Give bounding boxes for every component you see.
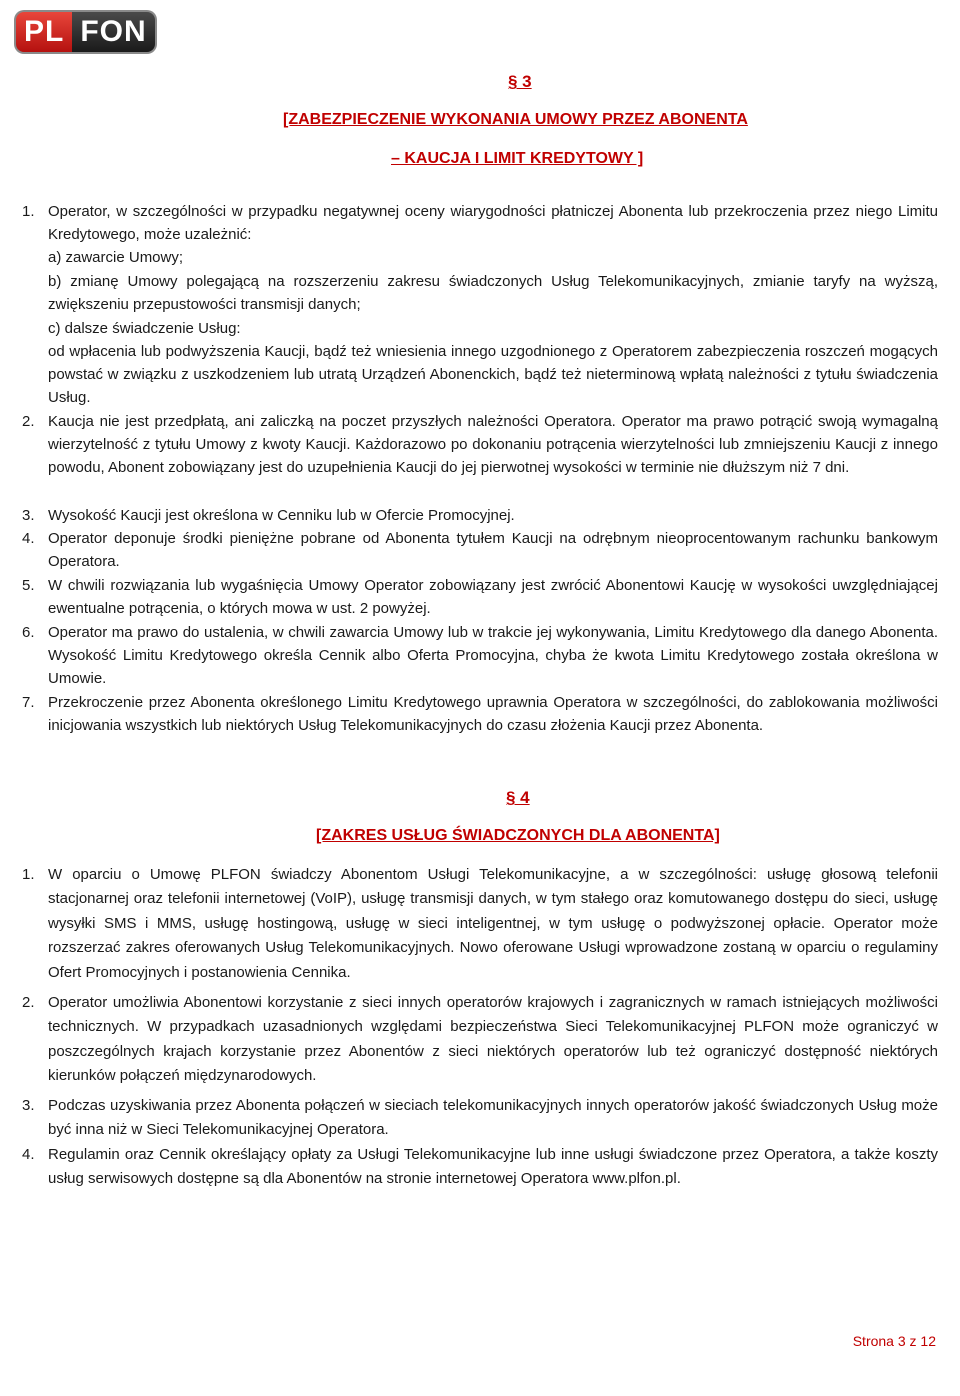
plfon-logo — [14, 10, 157, 54]
item-number: 1. — [22, 203, 35, 220]
item-text: W chwili rozwiązania lub wygaśnięcia Umowy Operator zobowiązany jest zwrócić Abonentowi Kaucję w wysokości uwzględniającej ewentualne potrącenia, o których mowa w ust. 2 powyżej. — [48, 577, 938, 618]
logo-pl: PL — [14, 10, 72, 54]
item-number: 6. — [22, 624, 35, 641]
item-subpoint-c: c) dalsze świadczenie Usług: — [48, 320, 241, 337]
item-subpoint-a: a) zawarcie Umowy; — [48, 249, 184, 266]
section-3-title-line2: – KAUCJA I LIMIT KREDYTOWY ] — [391, 150, 644, 167]
section-3-number: § 3 — [508, 72, 532, 91]
item-number: 3. — [22, 507, 35, 524]
item-text: W oparciu o Umowę PLFON świadczy Abonentom Usługi Telekomunikacyjne, a w szczególności: usługę głosową telefonii stacjonarnej oraz telefonii internetowej (VoIP), usługę transmisji danych, w tym stałego oraz komutowanego dostępu do sieci, usługę wysyłki SMS i MMS, usługę hostingową, usługę w sieci inteligentnej, w tym usługę o podwyższonej opłacie. Operator może rozszerzać zakres oferowanych Usług Telekomunikacyjnych. Nowo oferowane Usługi wprowadzone zostaną w oparciu o regulaminy Ofert Promocyjnych i postanowienia Cennika. — [48, 866, 938, 981]
section-4-title: [ZAKRES USŁUG ŚWIADCZONYCH DLA ABONENTA] — [316, 827, 720, 844]
item-number: 3. — [22, 1097, 35, 1114]
item-text: Operator, w szczególności w przypadku negatywnej oceny wiarygodności płatniczej Abonenta lub przekroczenia przez niego Limitu Kredytowego, może uzależnić: — [48, 203, 938, 244]
item-text: Operator ma prawo do ustalenia, w chwili zawarcia Umowy lub w trakcie jej wykonywania, Limitu Kredytowego dla danego Abonenta. Wysokość Limitu Kredytowego określa Cennik albo Oferta Promocyjna, chyba że kwota Limitu Kredytowego została określona w Umowie. — [48, 624, 938, 688]
section-3-title-line1: [ZABEZPIECZENIE WYKONANIA UMOWY PRZEZ ABONENTA — [283, 111, 748, 128]
item-text: Kaucja nie jest przedpłatą, ani zaliczką na poczet przyszłych należności Operatora. Operator ma prawo potrącić swoją wymagalną wierzytelność z tytułu Umowy z kwoty Kaucji. Każdorazowo po dokonaniu potrącenia wierzytelności lub zmniejszeniu Kaucji z innego powodu, Abonent zobowiązany jest do uzupełnienia Kaucji do jej pierwotnej wysokości w terminie nie dłuższym niż 7 dni. — [48, 413, 938, 477]
page-number: Strona 3 z 12 — [852, 1333, 936, 1349]
item-text: Regulamin oraz Cennik określający opłaty za Usługi Telekomunikacyjne lub inne usługi świadczone przez Operatora, a także koszty usług serwisowych dostępne są dla Abonentów na stronie internetowej Operatora www.plfon.pl. — [48, 1146, 938, 1188]
item-text: Operator umożliwia Abonentowi korzystanie z sieci innych operatorów krajowych i zagranicznych w ramach istniejących możliwości technicznych. W przypadkach uzasadnionych względami bezpieczeństwa Sieci Telekomunikacyjnej PLFON może ograniczyć w poszczególnych krajach korzystanie przez Abonentów z sieci niektórych operatorów lub też ograniczyć dostępność niektórych kierunków połączeń międzynarodowych. — [48, 994, 938, 1085]
item-number: 4. — [22, 1146, 35, 1163]
logo-fon: FON — [72, 10, 156, 54]
item-number: 5. — [22, 577, 35, 594]
item-text: Przekroczenie przez Abonenta określonego Limitu Kredytowego uprawnia Operatora w szczególności, do zablokowania możliwości inicjowania wszystkich lub niektórych Usług Telekomunikacyjnych do czasu złożenia Kaucji przez Abonenta. — [48, 694, 938, 735]
item-tail-text: od wpłacenia lub podwyższenia Kaucji, bądź też wniesienia innego uzgodnionego z Operatorem zabezpieczenia roszczeń mogących powstać w związku z uszkodzeniem lub utratą Urządzeń Abonenckich, bądź też nieterminową wpłatą należności z tytułu świadczenia Usług. — [48, 343, 938, 407]
item-text: Podczas uzyskiwania przez Abonenta połączeń w sieciach telekomunikacyjnych innych operatorów jakość świadczonych Usług może być inna niż w Sieci Telekomunikacyjnej Operatora. — [48, 1097, 938, 1139]
item-number: 2. — [22, 413, 35, 430]
item-number: 7. — [22, 694, 35, 711]
item-number: 2. — [22, 994, 35, 1011]
item-text: Wysokość Kaucji jest określona w Cenniku lub w Ofercie Promocyjnej. — [48, 507, 515, 524]
item-number: 4. — [22, 530, 35, 547]
section-4-number: § 4 — [506, 788, 530, 807]
item-text: Operator deponuje środki pieniężne pobrane od Abonenta tytułem Kaucji na odrębnym nieoprocentowanym rachunku bankowym Operatora. — [48, 530, 938, 571]
item-subpoint-b: b) zmianę Umowy polegającą na rozszerzeniu zakresu świadczonych Usług Telekomunikacyjnych, zmianie taryfy na wyższą, zwiększeniu przepustowości transmisji danych; — [48, 273, 938, 314]
item-number: 1. — [22, 866, 35, 883]
